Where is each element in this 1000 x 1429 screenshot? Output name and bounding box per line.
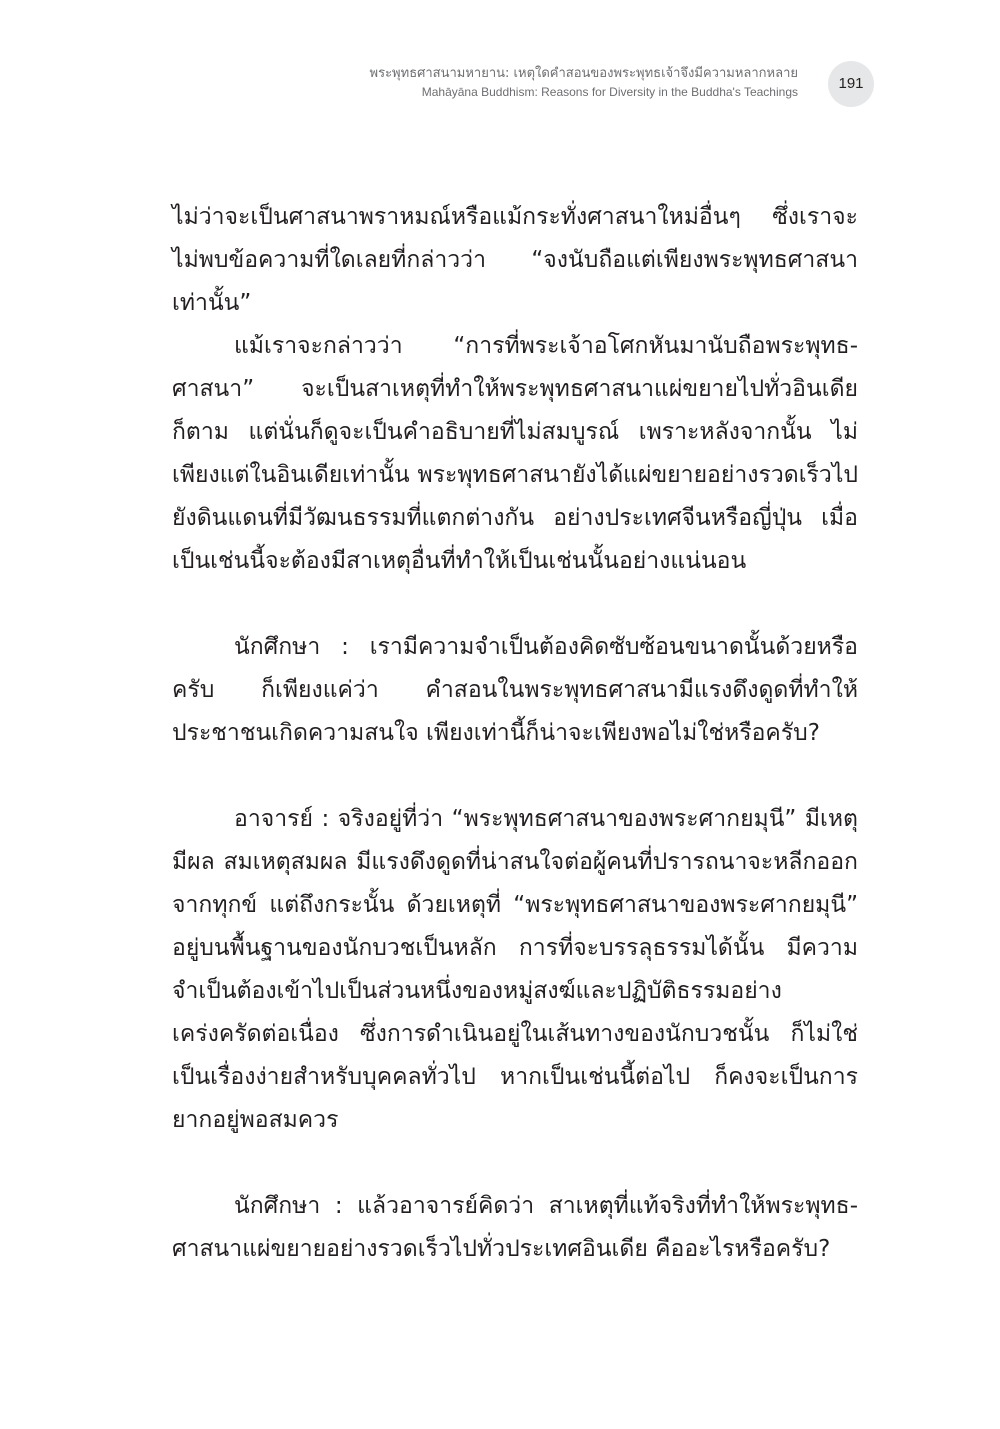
paragraph-student-followup: นักศึกษา : แล้วอาจารย์คิดว่า สาเหตุที่แท้จริงที่ทำให้พระพุทธ-ศาสนาแผ่ขยายอย่างรวดเร็วไปทั่วประเทศอินเดีย คืออะไรหรือครับ? [172,1193,858,1262]
paragraph-ashoka: แม้เราจะกล่าวว่า “การที่พระเจ้าอโศกหันมานับถือพระพุทธ-ศาสนา” จะเป็นสาเหตุที่ทำให้พระพุทธศาสนาแผ่ขยายไปทั่วอินเดียก็ตาม แต่นั่นก็ดูจะเป็นคำอธิบายที่ไม่สมบูรณ์ เพราะหลังจากนั้น ไม่เพียงแต่ในอินเดียเท่านั้น พระพุทธศาสนายังได้แผ่ขยายอย่างรวดเร็วไปยังดินแดนที่มีวัฒนธรรมที่แตกต่างกัน อย่างประเทศจีนหรือญี่ปุ่น เมื่อเป็นเช่นนี้จะต้องมีสาเหตุอื่นที่ทำให้เป็นเช่นนั้นอย่างแน่นอน [172,333,858,574]
paragraph-continuation: ไม่ว่าจะเป็นศาสนาพราหมณ์หรือแม้กระทั่งศาสนาใหม่อื่นๆ ซึ่งเราจะไม่พบข้อความที่ใดเลยที่กล่าวว่า “จงนับถือแต่เพียงพระพุทธศาสนาเท่านั้น” [172,204,858,316]
paragraph-teacher-answer: อาจารย์ : จริงอยู่ที่ว่า “พระพุทธศาสนาของพระศากยมุนี” มีเหตุมีผล สมเหตุสมผล มีแรงดึงดูดที่น่าสนใจต่อผู้คนที่ปรารถนาจะหลีกออกจากทุกข์ แต่ถึงกระนั้น ด้วยเหตุที่ “พระพุทธศาสนาของพระศากยมุนี” อยู่บนพื้นฐานของนักบวชเป็นหลัก การที่จะบรรลุธรรมได้นั้น มีความจำเป็นต้องเข้าไปเป็นส่วนหนึ่งของหมู่สงฆ์และปฏิบัติธรรมอย่างเคร่งครัดต่อเนื่อง ซึ่งการดำเนินอยู่ในเส้นทางของนักบวชนั้น ก็ไม่ใช่เป็นเรื่องง่ายสำหรับบุคคลทั่วไป หากเป็นเช่นนี้ต่อไป ก็คงจะเป็นการยากอยู่พอสมควร [172,806,858,1133]
running-title-thai: พระพุทธศาสนามหายาน: เหตุใดคำสอนของพระพุทธเจ้าจึงมีความหลากหลาย [369,66,798,81]
running-title-english: Mahāyāna Buddhism: Reasons for Diversity in the Buddha's Teachings [421,85,798,99]
running-header [238,64,798,100]
body-text [172,196,858,1271]
page-number-badge: 191 [828,61,874,107]
paragraph-student-question: นักศึกษา : เรามีความจำเป็นต้องคิดซับซ้อนขนาดนั้นด้วยหรือครับ ก็เพียงแค่ว่า คำสอนในพระพุทธศาสนามีแรงดึงดูดที่ทำให้ประชาชนเกิดความสนใจ เพียงเท่านี้ก็น่าจะเพียงพอไม่ใช่หรือครับ? [172,634,858,746]
